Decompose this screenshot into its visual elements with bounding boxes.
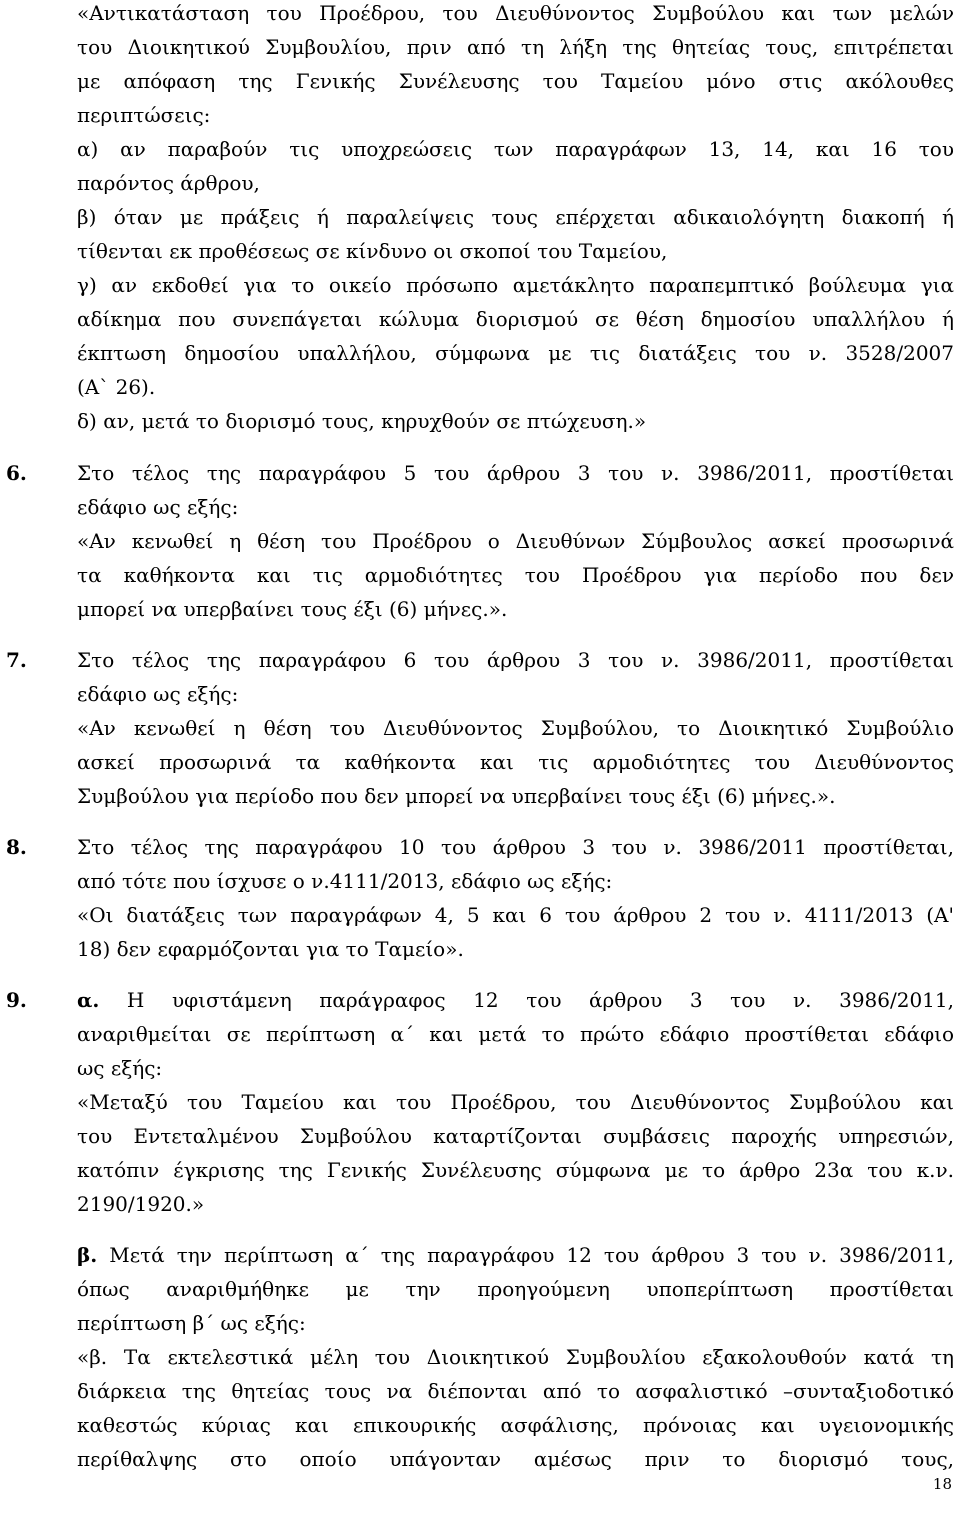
item-number: 7. [6, 648, 27, 672]
subitem-label: β. [77, 1243, 98, 1267]
text-line: αναριθμείται σε περίπτωση α΄ και μετά το πρώτο εδάφιο προστίθεται εδάφιο [77, 1022, 954, 1046]
text-line: με απόφαση της Γενικής Συνέλευσης του Ταμείου μόνο στις ακόλουθες [77, 69, 954, 93]
text-line: περιπτώσεις: [77, 103, 211, 127]
text-line: περίπτωση β΄ ως εξής: [77, 1311, 306, 1335]
text-line: β) όταν με πράξεις ή παραλείψεις τους επέρχεται αδικαιολόγητη διακοπή ή [77, 205, 954, 229]
text-line: (Α` 26). [77, 375, 156, 399]
text-line: έκπτωση δημοσίου υπαλλήλου, σύμφωνα με τις διατάξεις του ν. 3528/2007 [77, 341, 954, 365]
text-line: «Οι διατάξεις των παραγράφων 4, 5 και 6 του άρθρου 2 του ν. 4111/2013 (Α' [77, 903, 954, 927]
text-line: Συμβούλου για περίοδο που δεν μπορεί να υπερβαίνει τους έξι (6) μήνες.». [77, 784, 836, 808]
text-line: αδίκημα που συνεπάγεται κώλυμα διορισμού σε θέση δημοσίου υπαλλήλου ή [77, 307, 954, 331]
text-line [77, 1238, 954, 1272]
text-line: Στο τέλος της παραγράφου 6 του άρθρου 3 του ν. 3986/2011, προστίθεται [77, 648, 954, 672]
text-line: 2190/1920.» [77, 1192, 205, 1216]
subitem-text: Μετά την περίπτωση α΄ της παραγράφου 12 του άρθρου 3 του ν. 3986/2011, [97, 1243, 954, 1267]
text-line: περίθαλψης στο οποίο υπάγονταν αμέσως πριν το διορισμό τους, [77, 1447, 954, 1471]
text-line: εδάφιο ως εξής: [77, 682, 239, 706]
text-line [77, 983, 954, 1017]
text-line: ασκεί προσωρινά τα καθήκοντα και τις αρμοδιότητες του Διευθύνοντος [77, 750, 954, 774]
item-number: 6. [6, 461, 27, 485]
text-line: μπορεί να υπερβαίνει τους έξι (6) μήνες.». [77, 597, 508, 621]
text-line: δ) αν, μετά το διορισμό τους, κηρυχθούν σε πτώχευση.» [77, 409, 647, 433]
text-line: «β. Τα εκτελεστικά μέλη του Διοικητικού Συμβουλίου εξακολουθούν κατά τη [77, 1345, 954, 1369]
text-line: ως εξής: [77, 1056, 163, 1080]
item-number: 8. [6, 835, 27, 859]
text-line: κατόπιν έγκρισης της Γενικής Συνέλευσης σύμφωνα με το άρθρο 23α του κ.ν. [77, 1158, 954, 1182]
text-line: «Μεταξύ του Ταμείου και του Προέδρου, του Διευθύνοντος Συμβούλου και [77, 1090, 954, 1114]
text-line: α) αν παραβούν τις υποχρεώσεις των παραγράφων 13, 14, και 16 του [77, 137, 954, 161]
subitem-label: α. [77, 988, 100, 1012]
text-line: όπως αναριθμήθηκε με την προηγούμενη υποπερίπτωση προστίθεται [77, 1277, 954, 1301]
text-line: Στο τέλος της παραγράφου 10 του άρθρου 3 του ν. 3986/2011 προστίθεται, [77, 835, 954, 859]
text-line: γ) αν εκδοθεί για το οικείο πρόσωπο αμετάκλητο παραπεμπτικό βούλευμα για [77, 273, 954, 297]
item-number: 9. [6, 988, 27, 1012]
text-line: διάρκεια της θητείας τους να διέπονται από το ασφαλιστικό –συνταξιοδοτικό [77, 1379, 954, 1403]
text-line: παρόντος άρθρου, [77, 171, 260, 195]
subitem-text: Η υφιστάμενη παράγραφος 12 του άρθρου 3 του ν. 3986/2011, [99, 988, 954, 1012]
text-line: «Αν κενωθεί η θέση του Διευθύνοντος Συμβούλου, το Διοικητικό Συμβούλιο [77, 716, 954, 740]
text-line: του Εντεταλμένου Συμβούλου καταρτίζονται συμβάσεις παροχής υπηρεσιών, [77, 1124, 954, 1148]
text-line: τα καθήκοντα και τις αρμοδιότητες του Προέδρου για περίοδο που δεν [77, 563, 954, 587]
text-line: από τότε που ίσχυσε ο ν.4111/2013, εδάφιο ως εξής: [77, 869, 613, 893]
text-line: καθεστώς κύριας και επικουρικής ασφάλισης, πρόνοιας και υγειονομικής [77, 1413, 954, 1437]
text-line: του Διοικητικού Συμβουλίου, πριν από τη λήξη της θητείας τους, επιτρέπεται [77, 35, 954, 59]
text-line: 18) δεν εφαρμόζονται για το Ταμείο». [77, 937, 464, 961]
page-number: 18 [932, 1475, 952, 1493]
text-line: «Αντικατάσταση του Προέδρου, του Διευθύνοντος Συμβούλου και των μελών [77, 1, 954, 25]
text-line: τίθενται εκ προθέσεως σε κίνδυνο οι σκοποί του Ταμείου, [77, 239, 668, 263]
text-line: εδάφιο ως εξής: [77, 495, 239, 519]
text-line: Στο τέλος της παραγράφου 5 του άρθρου 3 του ν. 3986/2011, προστίθεται [77, 461, 954, 485]
text-line: «Αν κενωθεί η θέση του Προέδρου ο Διευθύνων Σύμβουλος ασκεί προσωρινά [77, 529, 954, 553]
